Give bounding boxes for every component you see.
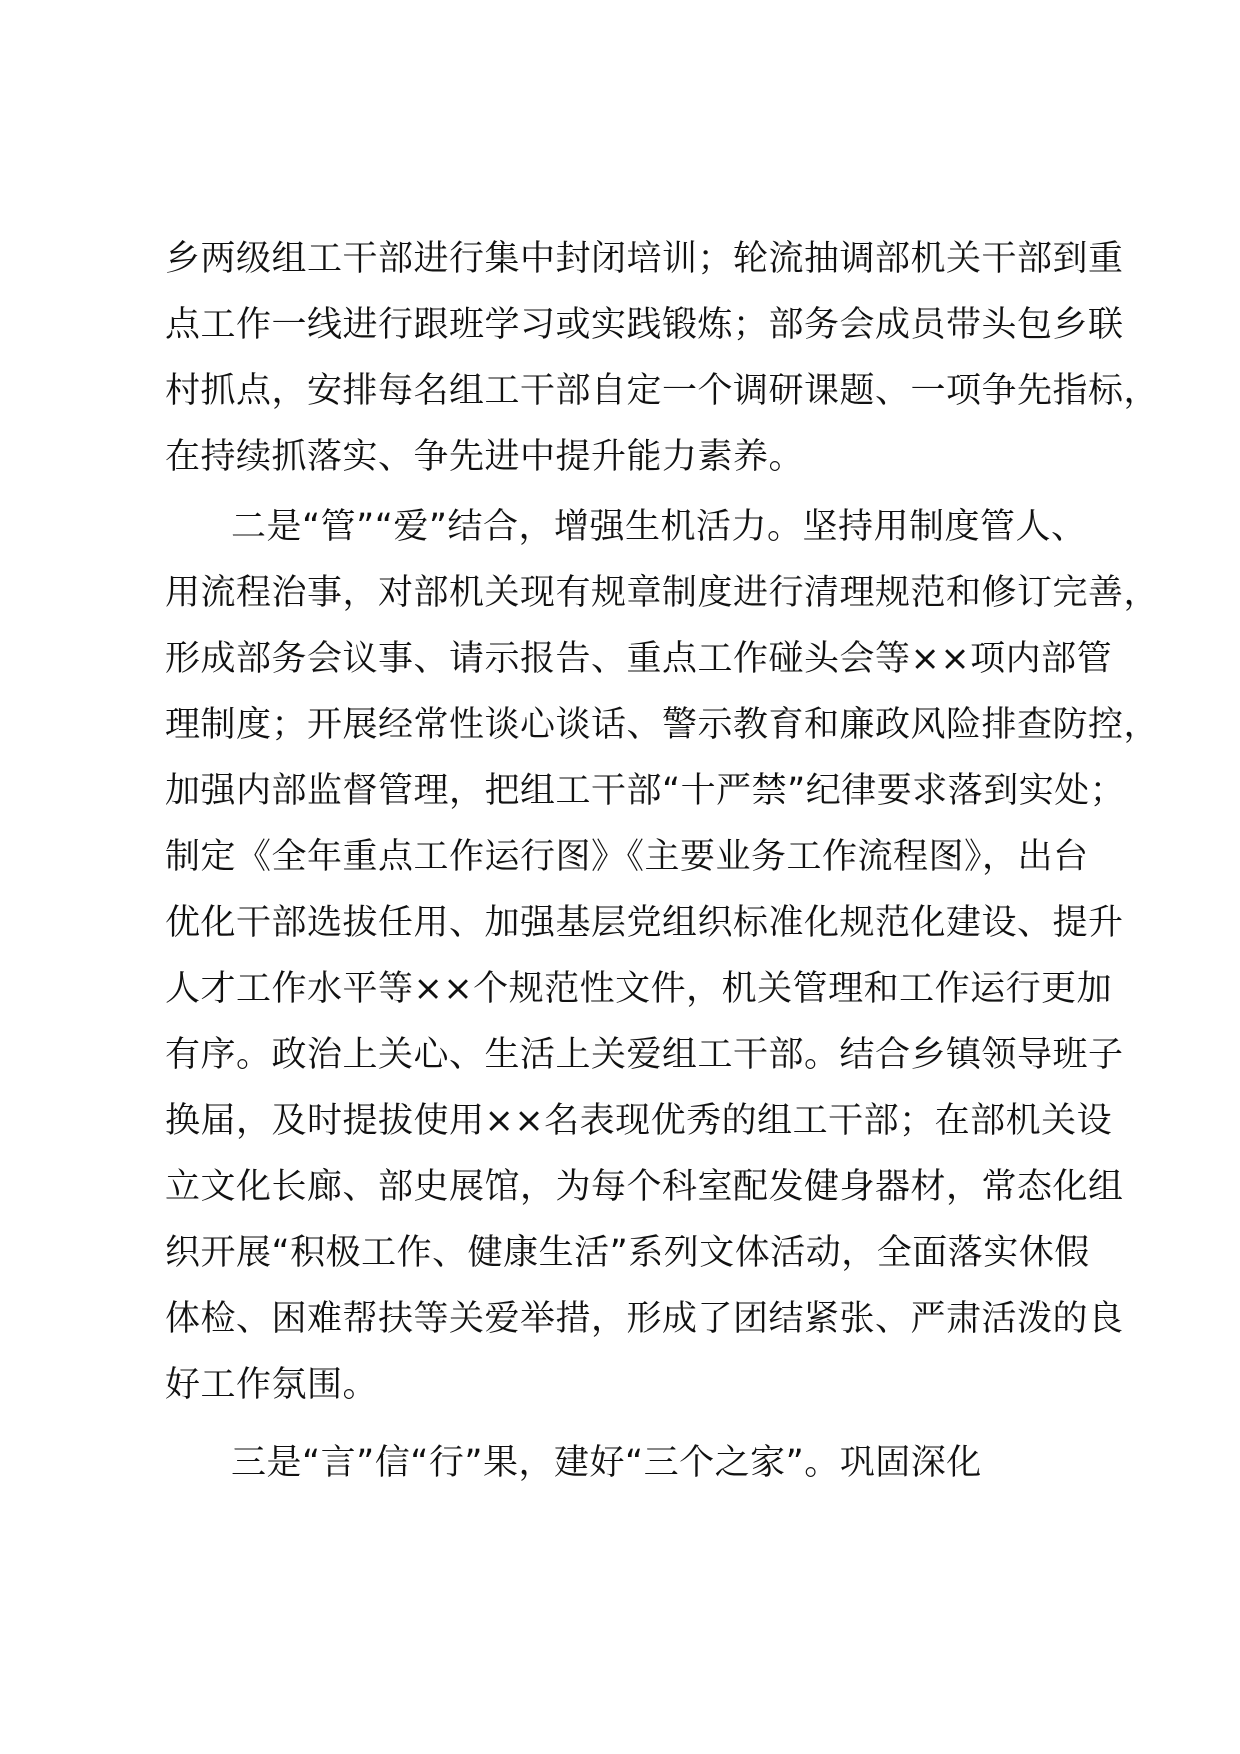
text-line: 人才工作水平等××个规范性文件，机关管理和工作运行更加 [165, 969, 1113, 1009]
text-line: 加强内部监督管理，把组工干部“十严禁”纪律要求落到实处； [165, 771, 1126, 811]
text-line: 立文化长廊、部史展馆，为每个科室配发健身器材，常态化组 [165, 1167, 1124, 1207]
text-line: 优化干部选拔任用、加强基层党组织标准化规范化建设、提升 [165, 903, 1124, 943]
text-line: 乡两级组工干部进行集中封闭培训；轮流抽调部机关干部到重 [165, 239, 1124, 279]
text-line: 村抓点，安排每名组工干部自定一个调研课题、一项争先指标， [165, 371, 1160, 411]
paragraph-continuation [165, 226, 1160, 490]
paragraph-three-homes [165, 1430, 1115, 1496]
paragraph-management-and-care [165, 494, 1160, 1418]
text-line: 点工作一线进行跟班学习或实践锻炼；部务会成员带头包乡联 [165, 305, 1124, 345]
text-line: 形成部务会议事、请示报告、重点工作碰头会等××项内部管 [165, 639, 1113, 679]
text-line: 在持续抓落实、争先进中提升能力素养。 [165, 437, 805, 477]
text-line: 三是“言”信“行”果，建好“三个之家”。巩固深化 [231, 1443, 982, 1483]
text-line: 织开展“积极工作、健康生活”系列文体活动，全面落实休假 [165, 1233, 1090, 1273]
text-line: 有序。政治上关心、生活上关爱组工干部。结合乡镇领导班子 [165, 1035, 1124, 1075]
text-line: 制定《全年重点工作运行图》《主要业务工作流程图》，出台 [165, 837, 1089, 877]
text-line: 换届，及时提拔使用××名表现优秀的组工干部；在部机关设 [165, 1101, 1113, 1141]
text-line: 体检、困难帮扶等关爱举措，形成了团结紧张、严肃活泼的良 [165, 1299, 1124, 1339]
text-line: 用流程治事，对部机关现有规章制度进行清理规范和修订完善， [165, 573, 1160, 613]
text-line: 二是“管”“爱”结合，增强生机活力。坚持用制度管人、 [231, 507, 1087, 547]
text-line: 好工作氛围。 [165, 1365, 379, 1405]
text-line: 理制度；开展经常性谈心谈话、警示教育和廉政风险排查防控， [165, 705, 1160, 745]
